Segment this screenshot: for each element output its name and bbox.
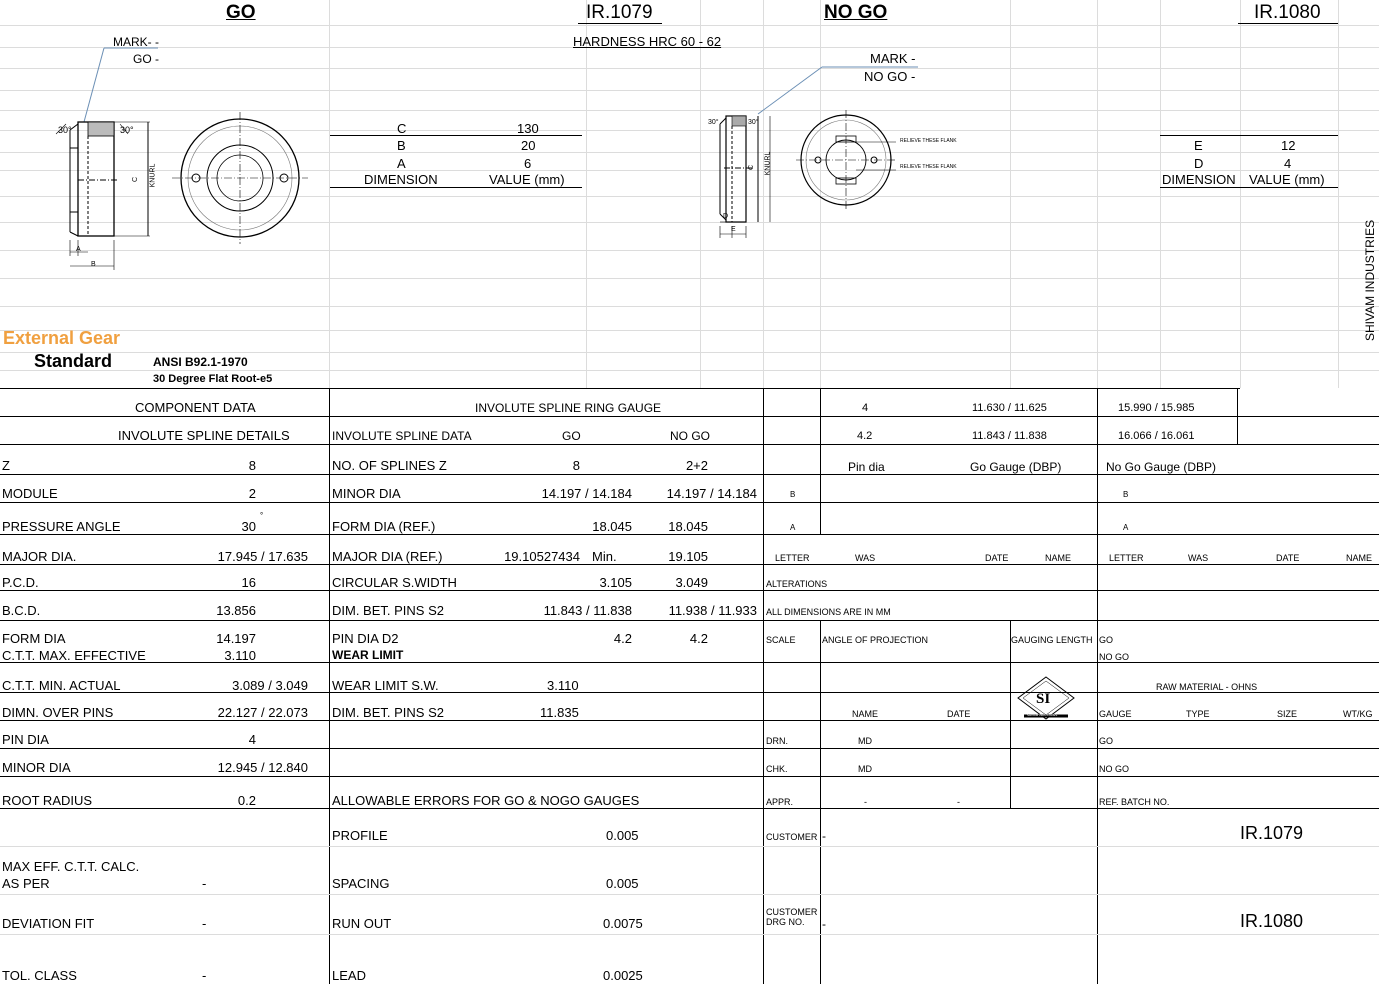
error-profile-value: 0.005 xyxy=(606,828,639,843)
nogo-title: NO GO xyxy=(824,2,888,23)
component-row-label: B.C.D. xyxy=(2,603,41,618)
component-row-label: PRESSURE ANGLE xyxy=(2,519,121,534)
chk-label: CHK. xyxy=(766,764,788,774)
component-row-label: Z xyxy=(2,458,10,473)
go-val-header: VALUE (mm) xyxy=(489,172,565,187)
wear-dim-pins-value: 11.835 xyxy=(540,705,579,720)
gauge-row-label: MAJOR DIA (REF.) xyxy=(332,549,443,564)
drg-label-1: CUSTOMER xyxy=(766,907,818,917)
max-eff-label-1: MAX EFF. C.T.T. CALC. xyxy=(2,859,140,874)
angle-projection-label: ANGLE OF PROJECTION xyxy=(822,635,929,645)
root-type: 30 Degree Flat Root-e5 xyxy=(153,373,273,385)
component-row-label: P.C.D. xyxy=(2,575,39,590)
gauge-row-label: DIM. BET. PINS S2 xyxy=(332,603,444,618)
nogo-column-heading: NO GO xyxy=(670,429,711,443)
spline-data-heading: INVOLUTE SPLINE DATA xyxy=(332,429,472,443)
nogo-val-header: VALUE (mm) xyxy=(1249,172,1325,187)
go-dim-c-label: C xyxy=(132,176,140,183)
size-heading: SIZE xyxy=(1277,709,1298,719)
component-row-label: MINOR DIA xyxy=(2,760,71,775)
appr-name-value: - xyxy=(864,797,867,807)
drg-ir: IR.1080 xyxy=(1240,911,1304,931)
mark-go-1: MARK- - xyxy=(113,35,159,49)
gauge-row-go-value: 4.2 xyxy=(613,631,632,646)
gauge-row-go-value: 18.045 xyxy=(592,519,632,534)
appr-date-value: - xyxy=(957,797,960,807)
component-row-value: 30 xyxy=(241,519,256,534)
customer-ir: IR.1079 xyxy=(1240,823,1304,843)
component-row-value: 2 xyxy=(248,486,256,501)
component-row-value: 0.2 xyxy=(237,793,256,808)
nogo-gauge-dbp-heading: No Go Gauge (DBP) xyxy=(1106,460,1217,474)
gauge-row-nogo-value: 2+2 xyxy=(685,458,708,473)
go-dim-b: B xyxy=(397,138,406,153)
name-heading-2: NAME xyxy=(1346,553,1373,563)
raw-material-label: RAW MATERIAL - OHNS xyxy=(1156,682,1258,692)
nogo-val-e: 12 xyxy=(1281,138,1296,153)
alterations-heading: ALTERATIONS xyxy=(766,579,828,589)
component-row-value: 13.856 xyxy=(216,603,256,618)
drn-date-heading: DATE xyxy=(947,709,971,719)
nogo-ir-number: IR.1080 xyxy=(1254,2,1321,23)
go-gauge-dbp-heading: Go Gauge (DBP) xyxy=(970,460,1062,474)
gauge-row-label: PIN DIA D2 xyxy=(332,631,399,646)
wear-limit-sw-label: WEAR LIMIT S.W. xyxy=(332,678,439,693)
customer-label: CUSTOMER xyxy=(766,832,818,842)
tol-class-label: TOL. CLASS xyxy=(2,968,77,983)
component-row-label: C.T.T. MAX. EFFECTIVE xyxy=(2,648,146,663)
gauge-row-nogo-value: 4.2 xyxy=(689,631,708,646)
error-lead-label: LEAD xyxy=(332,968,366,983)
error-runout-value: 0.0075 xyxy=(603,916,643,931)
go-dim-a: A xyxy=(397,156,406,171)
nogo-dim-header: DIMENSION xyxy=(1162,172,1236,187)
component-row-value: 8 xyxy=(248,458,256,473)
gauge-row-label: CIRCULAR S.WIDTH xyxy=(332,575,457,590)
letter-heading-1: LETTER xyxy=(775,553,810,563)
component-row-label: PIN DIA xyxy=(2,732,49,747)
error-lead-value: 0.0025 xyxy=(603,968,643,983)
mark-go-2: GO - xyxy=(133,52,159,66)
component-row-value: 4 xyxy=(248,732,256,747)
component-row-label: MAJOR DIA. xyxy=(2,549,77,564)
component-row-value: 14.197 xyxy=(216,631,256,646)
gauging-go-label: GO xyxy=(1099,635,1114,645)
go-val-b: 20 xyxy=(521,138,536,153)
rev-a-right: A xyxy=(1123,523,1129,532)
nogo-angle-left: 30° xyxy=(708,119,719,126)
go-knurl-label: KNURL xyxy=(149,163,157,188)
degree-mark: ° xyxy=(260,511,264,520)
pin-nogo-2: 16.066 / 16.061 xyxy=(1118,430,1195,442)
relieve-flank-note-1: RELIEVE THESE FLANK xyxy=(900,138,957,144)
go-dim-header: DIMENSION xyxy=(364,172,438,187)
deviation-fit-value: - xyxy=(202,916,207,931)
external-gear-title: External Gear xyxy=(3,328,121,348)
company-vertical-label: SHIVAM INDUSTRIES xyxy=(1363,219,1377,341)
error-profile-label: PROFILE xyxy=(332,828,388,843)
component-row-label: ROOT RADIUS xyxy=(2,793,93,808)
gauge-row-nogo-value: 14.197 / 14.184 xyxy=(666,486,757,501)
component-row-value: 22.127 / 22.073 xyxy=(217,705,308,720)
gauge-heading: GAUGE xyxy=(1099,709,1132,719)
nogo-val-d: 4 xyxy=(1284,156,1292,171)
gauge-row-nogo-value: 11.938 / 11.933 xyxy=(668,603,757,618)
component-row-label: DIMN. OVER PINS xyxy=(2,705,114,720)
drg-value: - xyxy=(822,917,826,931)
gauging-length-label: GAUGING LENGTH xyxy=(1011,635,1093,645)
max-eff-value: - xyxy=(202,876,207,891)
chk-name-value: MD xyxy=(858,764,872,774)
error-runout-label: RUN OUT xyxy=(332,916,392,931)
go-val-a: 6 xyxy=(524,156,532,171)
go-angle-right: 30° xyxy=(120,125,134,135)
type-heading: TYPE xyxy=(1186,709,1210,719)
wear-limit-heading: WEAR LIMIT xyxy=(332,648,404,662)
drg-label-2: DRG NO. xyxy=(766,917,805,927)
gauge-row-label: FORM DIA (REF.) xyxy=(332,519,436,534)
date-heading-2: DATE xyxy=(1276,553,1300,563)
component-row-value: 3.110 xyxy=(224,648,256,663)
go-dim-a-label: A xyxy=(76,246,81,253)
deviation-fit-label: DEVIATION FIT xyxy=(2,916,95,931)
component-row-value: 16 xyxy=(241,575,256,590)
nogo-dim-d: D xyxy=(1194,156,1204,171)
rev-b-right: B xyxy=(1123,490,1129,499)
letter-heading-2: LETTER xyxy=(1109,553,1144,563)
standard-label: Standard xyxy=(34,351,113,371)
wear-dim-pins-label: DIM. BET. PINS S2 xyxy=(332,705,444,720)
material-nogo-label: NO GO xyxy=(1099,764,1130,774)
go-val-c: 130 xyxy=(517,121,539,136)
pin-nogo-1: 15.990 / 15.985 xyxy=(1118,402,1195,414)
pin-go-1: 11.630 / 11.625 xyxy=(972,402,1047,414)
mark-nogo-2: NO GO - xyxy=(864,69,916,84)
logo-letters: SI xyxy=(1036,691,1051,707)
component-data-heading: COMPONENT DATA xyxy=(135,400,256,415)
weight-heading: WT/KG xyxy=(1343,709,1373,719)
go-column-heading: GO xyxy=(562,429,581,443)
rev-a-left: A xyxy=(790,523,796,532)
was-heading-1: WAS xyxy=(855,553,876,563)
component-row-label: MODULE xyxy=(2,486,58,501)
go-ir-number: IR.1079 xyxy=(586,2,653,23)
go-dim-b-label: B xyxy=(91,261,96,268)
rev-b-left: B xyxy=(790,490,796,499)
all-dims-note: ALL DIMENSIONS ARE IN MM xyxy=(766,607,891,617)
date-heading-1: DATE xyxy=(985,553,1009,563)
scale-label: SCALE xyxy=(766,635,796,645)
ring-gauge-heading: INVOLUTE SPLINE RING GAUGE xyxy=(475,401,662,415)
hardness: HARDNESS HRC 60 - 62 xyxy=(573,34,722,49)
error-spacing-label: SPACING xyxy=(332,876,390,891)
appr-label: APPR. xyxy=(766,797,794,807)
gauge-row-go-value: 19.10527434 xyxy=(504,549,580,564)
gauge-row-go-value: 14.197 / 14.184 xyxy=(541,486,632,501)
ref-batch-label: REF. BATCH NO. xyxy=(1099,797,1170,807)
drn-label: DRN. xyxy=(766,736,788,746)
pin-dia-1: 4 xyxy=(862,402,869,414)
involute-spline-details-heading: INVOLUTE SPLINE DETAILS xyxy=(118,428,290,443)
component-row-value: 17.945 / 17.635 xyxy=(217,549,308,564)
nogo-dim-e-label: E xyxy=(731,226,736,233)
tol-class-value: - xyxy=(202,968,207,983)
gauge-row-label: NO. OF SPLINES Z xyxy=(332,458,447,473)
gauge-row-nogo-value: 18.045 xyxy=(668,519,708,534)
gauge-row-go-value: 8 xyxy=(572,458,580,473)
max-eff-label-2: AS PER xyxy=(2,876,50,891)
was-heading-2: WAS xyxy=(1188,553,1209,563)
gauging-nogo-label: NO GO xyxy=(1099,652,1130,662)
logo-subtext: SHIVAM INDUSTRIES xyxy=(1027,713,1058,717)
gauge-row-extra: Min. xyxy=(592,549,617,564)
name-heading-1: NAME xyxy=(1045,553,1072,563)
nogo-dim-d-label: D xyxy=(723,213,729,220)
pin-dia-heading: Pin dia xyxy=(848,460,885,474)
nogo-dim-e: E xyxy=(1194,138,1203,153)
material-go-label: GO xyxy=(1099,736,1114,746)
gauge-row-go-value: 11.843 / 11.838 xyxy=(543,603,632,618)
go-angle-left: 30° xyxy=(58,125,72,135)
allowable-errors-heading: ALLOWABLE ERRORS FOR GO & NOGO GAUGES xyxy=(332,793,640,808)
component-row-value: 3.089 / 3.049 xyxy=(232,678,308,693)
component-row-value: 12.945 / 12.840 xyxy=(217,760,308,775)
nogo-knurl-label: KNURL xyxy=(764,151,772,176)
gauge-row-go-value: 3.105 xyxy=(599,575,632,590)
mark-nogo-1: MARK - xyxy=(870,51,916,66)
wear-limit-sw-value: 3.110 xyxy=(547,678,579,693)
gauge-row-label: MINOR DIA xyxy=(332,486,401,501)
component-row-label: FORM DIA xyxy=(2,631,66,646)
nogo-angle-right: 30° xyxy=(748,119,759,126)
error-spacing-value: 0.005 xyxy=(606,876,639,891)
pin-dia-2: 4.2 xyxy=(857,430,873,442)
gauge-row-nogo-value: 3.049 xyxy=(675,575,708,590)
drn-name-heading: NAME xyxy=(852,709,879,719)
drn-name-value: MD xyxy=(858,736,872,746)
component-row-label: C.T.T. MIN. ACTUAL xyxy=(2,678,121,693)
nogo-dim-c-label: C xyxy=(748,164,756,171)
go-title: GO xyxy=(226,2,256,23)
ansi-standard: ANSI B92.1-1970 xyxy=(153,355,248,369)
go-dim-c: C xyxy=(397,121,407,136)
gauge-row-nogo-value: 19.105 xyxy=(668,549,708,564)
pin-go-2: 11.843 / 11.838 xyxy=(972,430,1047,442)
relieve-flank-note-2: RELIEVE THESE FLANK xyxy=(900,164,957,170)
customer-value: - xyxy=(822,829,826,843)
